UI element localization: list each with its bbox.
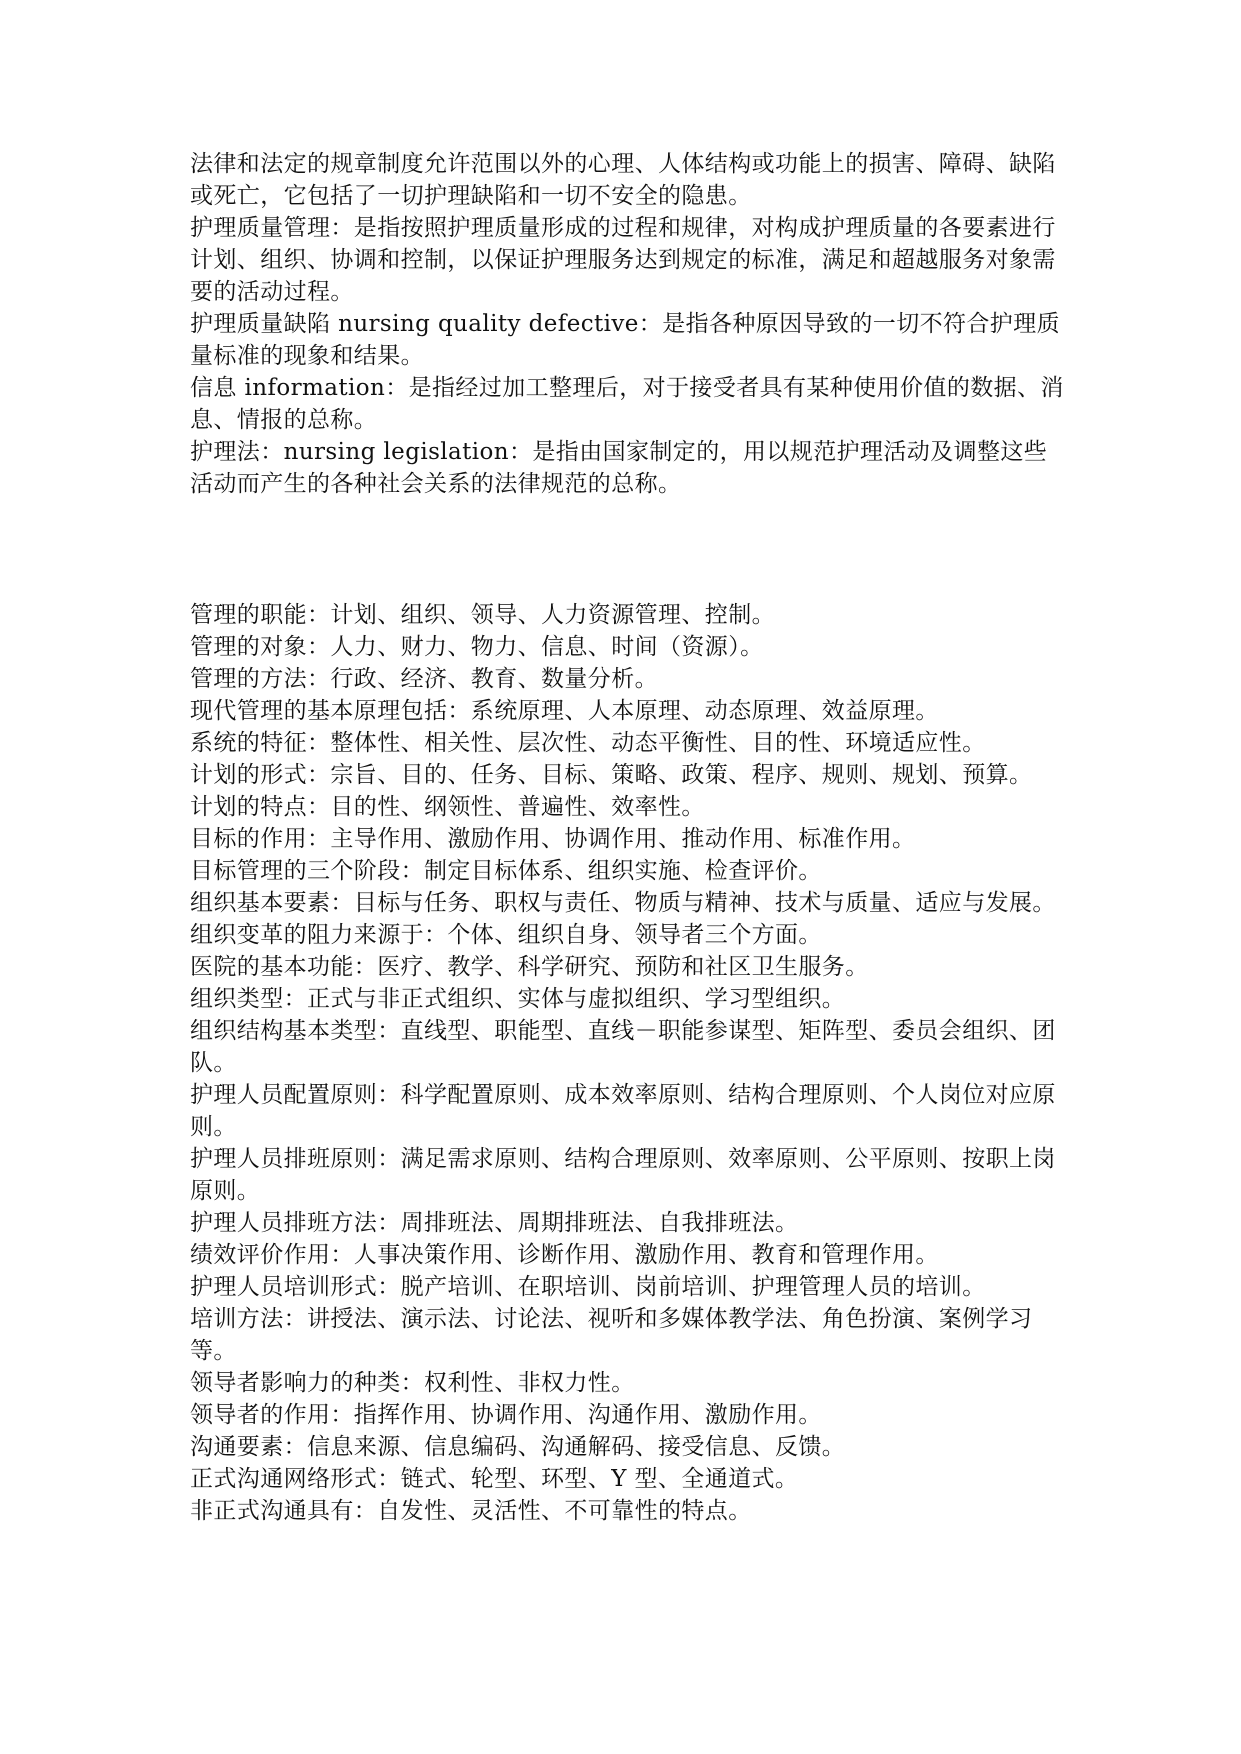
definitions-section <box>190 148 1065 500</box>
paragraph: 培训方法：讲授法、演示法、讨论法、视听和多媒体教学法、角色扮演、案例学习等。 <box>190 1306 1033 1364</box>
paragraph: 护理人员配置原则：科学配置原则、成本效率原则、结构合理原则、个人岗位对应原则。 <box>190 1082 1056 1140</box>
paragraph: 护理人员培训形式：脱产培训、在职培训、岗前培训、护理管理人员的培训。 <box>190 1274 986 1300</box>
paragraph: 领导者影响力的种类：权利性、非权力性。 <box>190 1370 635 1396</box>
paragraph: 护理质量管理：是指按照护理质量形成的过程和规律，对构成护理质量的各要素进行计划、组织、协调和控制，以保证护理服务达到规定的标准，满足和超越服务对象需要的活动过程。 <box>190 215 1056 305</box>
paragraph: 目标的作用：主导作用、激励作用、协调作用、推动作用、标准作用。 <box>190 826 916 852</box>
paragraph: 目标管理的三个阶段：制定目标体系、组织实施、检查评价。 <box>190 858 822 884</box>
paragraph: 法律和法定的规章制度允许范围以外的心理、人体结构或功能上的损害、障碍、缺陷或死亡，它包括了一切护理缺陷和一切不安全的隐患。 <box>190 151 1056 209</box>
paragraph: 管理的方法：行政、经济、教育、数量分析。 <box>190 666 658 692</box>
paragraph: 计划的特点：目的性、纲领性、普遍性、效率性。 <box>190 794 705 820</box>
paragraph: 信息 information：是指经过加工整理后，对于接受者具有某种使用价值的数据、消息、情报的总称。 <box>190 375 1064 433</box>
paragraph: 组织类型：正式与非正式组织、实体与虚拟组织、学习型组织。 <box>190 986 846 1012</box>
paragraph: 非正式沟通具有：自发性、灵活性、不可靠性的特点。 <box>190 1498 752 1524</box>
paragraph: 计划的形式：宗旨、目的、任务、目标、策略、政策、程序、规则、规划、预算。 <box>190 762 1033 788</box>
paragraph: 护理法：nursing legislation：是指由国家制定的，用以规范护理活动及调整这些活动而产生的各种社会关系的法律规范的总称。 <box>190 439 1048 497</box>
paragraph: 现代管理的基本原理包括：系统原理、人本原理、动态原理、效益原理。 <box>190 698 939 724</box>
key-points-section <box>190 599 1065 1527</box>
paragraph: 管理的职能：计划、组织、领导、人力资源管理、控制。 <box>190 602 775 628</box>
paragraph: 医院的基本功能：医疗、教学、科学研究、预防和社区卫生服务。 <box>190 954 869 980</box>
paragraph: 管理的对象：人力、财力、物力、信息、时间（资源）。 <box>190 634 764 660</box>
paragraph: 绩效评价作用：人事决策作用、诊断作用、激励作用、教育和管理作用。 <box>190 1242 939 1268</box>
paragraph: 组织变革的阻力来源于：个体、组织自身、领导者三个方面。 <box>190 922 822 948</box>
paragraph: 沟通要素：信息来源、信息编码、沟通解码、接受信息、反馈。 <box>190 1434 846 1460</box>
paragraph: 护理人员排班方法：周排班法、周期排班法、自我排班法。 <box>190 1210 799 1236</box>
paragraph: 组织结构基本类型：直线型、职能型、直线－职能参谋型、矩阵型、委员会组织、团队。 <box>190 1018 1056 1076</box>
paragraph: 护理质量缺陷 nursing quality defective：是指各种原因导致的一切不符合护理质量标准的现象和结果。 <box>190 311 1060 369</box>
paragraph: 领导者的作用：指挥作用、协调作用、沟通作用、激励作用。 <box>190 1402 822 1428</box>
paragraph: 组织基本要素：目标与任务、职权与责任、物质与精神、技术与质量、适应与发展。 <box>190 890 1056 916</box>
paragraph: 护理人员排班原则：满足需求原则、结构合理原则、效率原则、公平原则、按职上岗原则。 <box>190 1146 1056 1204</box>
paragraph: 正式沟通网络形式：链式、轮型、环型、Y 型、全通道式。 <box>190 1466 799 1492</box>
paragraph: 系统的特征：整体性、相关性、层次性、动态平衡性、目的性、环境适应性。 <box>190 730 986 756</box>
